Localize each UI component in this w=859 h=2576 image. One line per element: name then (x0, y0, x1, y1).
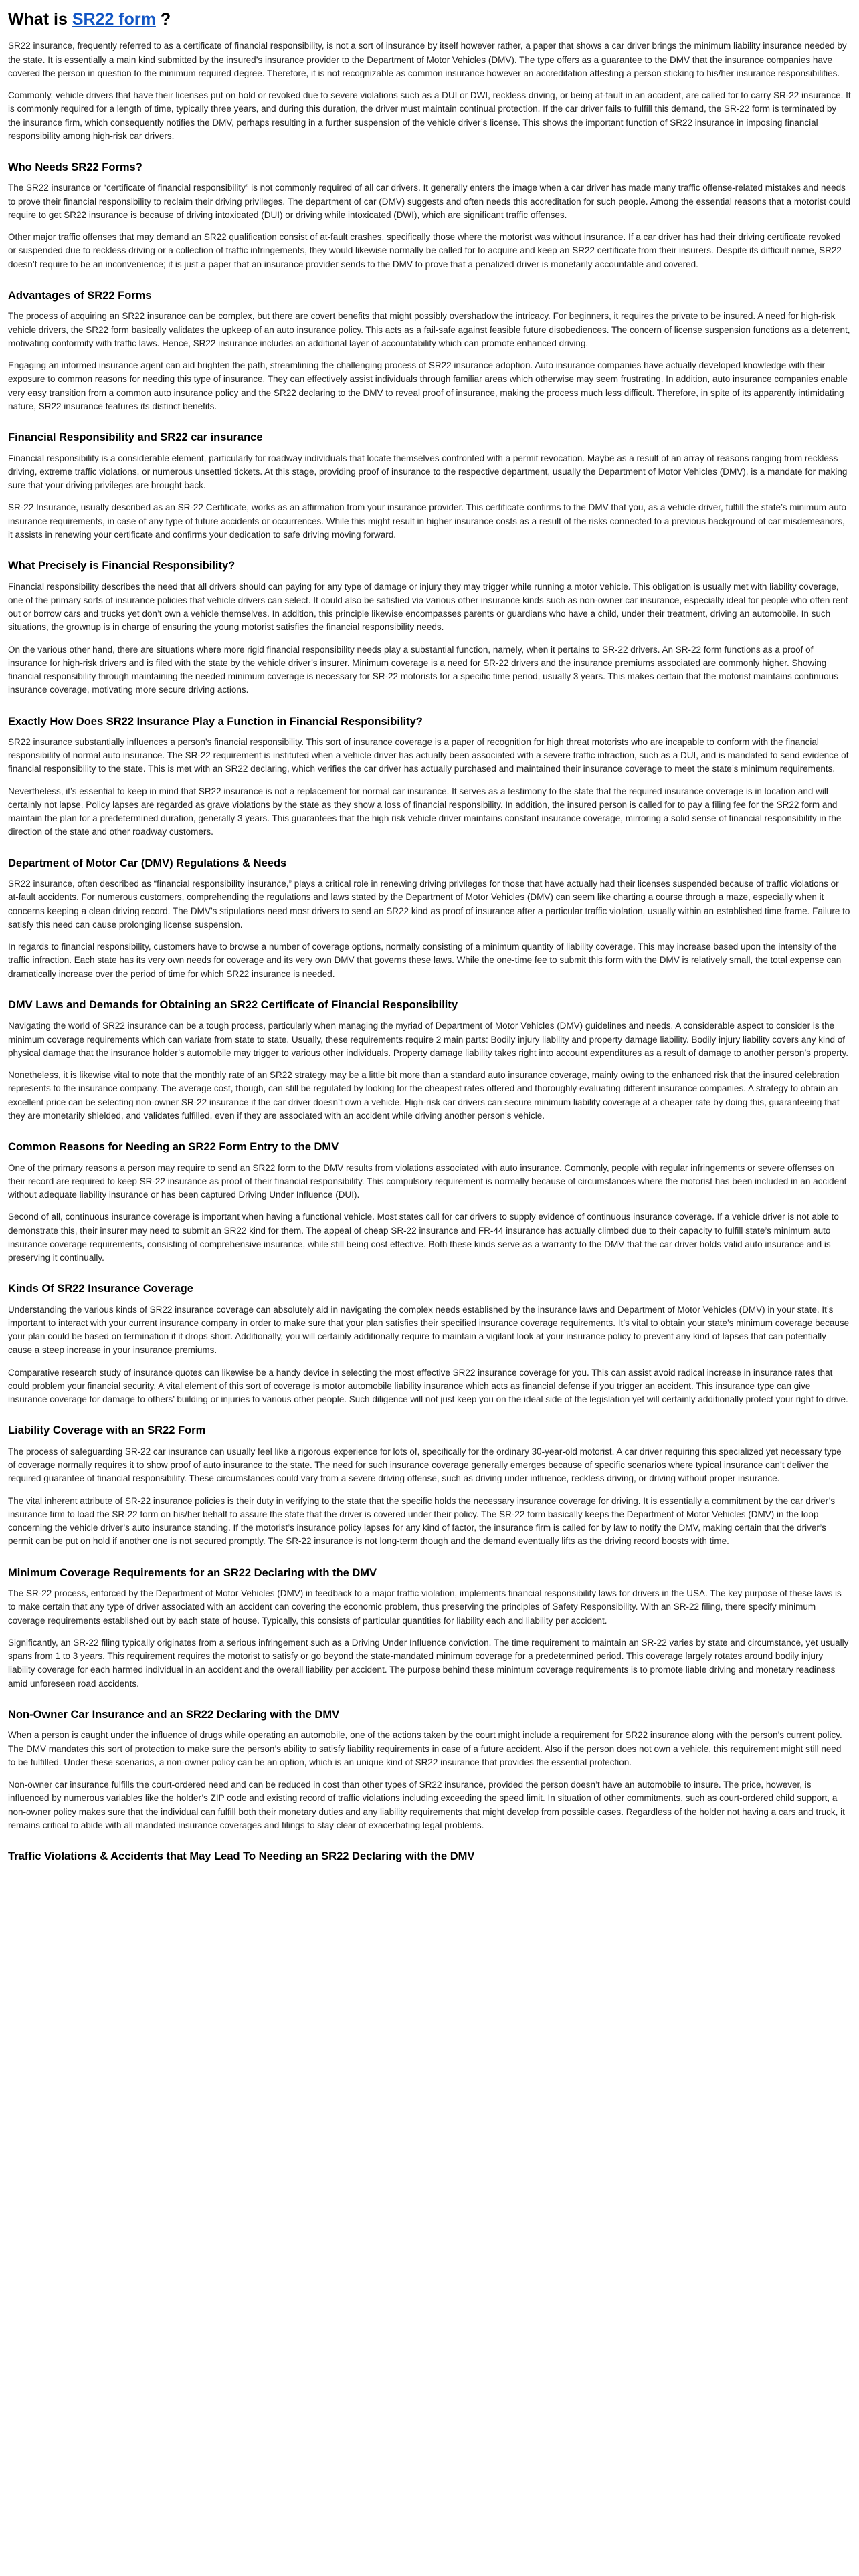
section-heading: Non-Owner Car Insurance and an SR22 Declaring with the DMV (8, 1708, 340, 1721)
title-suffix: ? (155, 10, 171, 29)
paragraph: Understanding the various kinds of SR22 insurance coverage can absolutely aid in navigating the complex needs established by the insurance laws and Department of Motor Vehicles (DMV) in your state. It’s important to interact with your current insurance company in order to make sure that your plan satisfies their specified insurance coverage requirements. It’s vital to obtain your state’s minimum coverage because your plan could be based on termination if it drops short. Additionally, you will certainly additionally require to maintain a vigilant look at your insurance policy to prevent any kind of lapses that can potentially cause a steep increase in your insurance premiums. (8, 1304, 850, 1356)
paragraph: SR22 insurance substantially influences a person’s financial responsibility. This sort of insurance coverage is a paper of recognition for high threat motorists who are incapable to conform with the financial responsibility of normal auto insurance. The SR-22 requirement is instituted when a vehicle driver has actually been associated with a severe traffic infraction, such as a DUI, and is mandated to send evidence of financial responsibility to the state. This is met with an SR22 declaring, which verifies the car driver has actually purchased and maintained their insurance coverage to meet the state’s minimum requirements. (8, 736, 849, 774)
paragraph: Comparative research study of insurance quotes can likewise be a handy device in selecting the most effective SR22 insurance coverage for you. This can assist avoid radical increase in insurance rates that could problem your financial security. A vital element of this sort of coverage is motor automobile liability insurance which acts as financial defense if you trigger an accident. This insurance type can give insurance coverage for damage to others’ building or injuries to various other people. Such diligence will not just keep you on the ideal side of the legislation yet will certainly additionally protect your right to drive. (8, 1367, 848, 1405)
section-heading: Exactly How Does SR22 Insurance Play a Function in Financial Responsibility? (8, 715, 423, 728)
section-advantages-of-sr22-forms (8, 289, 851, 413)
section-dmv-regulations-needs (8, 857, 851, 981)
paragraph: On the various other hand, there are situations where more rigid financial responsibility needs play a substantial function, namely, when it pertains to SR-22 drivers. An SR-22 form functions as a proof of insurance for high-risk drivers and is filed with the state by the vehicle driver’s insurer. Minimum coverage is a need for SR-22 drivers and the insurance premiums associated are commonly higher. Showing financial responsibility through maintaining the needed minimum coverage is necessary for SR-22 motorists for a specific time period, usually 3 years. This makes certain that the motorist maintains continuous insurance coverage, motivating more secure driving actions. (8, 644, 838, 695)
title-prefix: What is (8, 10, 72, 29)
paragraph: The process of acquiring an SR22 insurance can be complex, but there are covert benefits that might possibly overshadow the intricacy. For beginners, it requires the private to be insured. A need for high-risk vehicle drivers, the SR22 form basically validates the upkeep of an auto insurance policy. This acts as a fail-safe against feasible future disobediences. The concern of license suspension functions as a deterrent, motivating conformity with traffic laws. Hence, SR22 insurance includes an additional layer of accountability which can promote enhanced driving. (8, 311, 850, 348)
page-title (8, 9, 851, 30)
paragraph: SR-22 Insurance, usually described as an SR-22 Certificate, works as an affirmation from your insurance provider. This certificate confirms to the DMV that you, as a vehicle driver, fulfill the state’s minimum auto insurance requirements, in case of any type of future accidents or occurrences. While this might result in higher insurance costs as a result of the risks connected to a previous background of car misdemeanors, it assists in renewing your certificate and confirms your dedication to safe driving moving forward. (8, 502, 847, 540)
section-heading: Advantages of SR22 Forms (8, 289, 152, 302)
paragraph: SR22 insurance, often described as “financial responsibility insurance,” plays a critical role in renewing driving privileges for those that have actually had their licenses suspended because of traffic violations or at-fault accidents. For numerous customers, comprehending the regulations and laws stated by the Department of Motor Vehicles (DMV) can seem like charting a course through a maze, especially when it concerns keeping a clean driving record. The DMV’s stipulations need most drivers to send an SR22 kind as proof of insurance after a particular traffic violation, usually within an established time frame. Failure to satisfy this need can cause prolonging license suspension. (8, 879, 850, 930)
paragraph: Financial responsibility is a considerable element, particularly for roadway individuals that locate themselves confronted with a permit revocation. Maybe as a result of an array of reasons ranging from reckless driving, extreme traffic violations, or numerous unsettled tickets. At this stage, providing proof of insurance to the respective department, usually the Department of Motor Vehicles (DMV), is a mandate for making sure that your driving privileges are brought back. (8, 453, 848, 491)
paragraph: Other major traffic offenses that may demand an SR22 qualification consist of at-fault crashes, specifically those where the motorist was without insurance. If a car driver has had their driving certificate revoked or suspended due to reckless driving or a collection of traffic infringements, they would likewise normally be called for to acquire and keep an SR22 certificate from their insurers. Despite its difficult name, SR22 doesn’t require to be an inconvenience; it is just a paper that an insurance provider sends to the DMV to prove that a penalized driver is monetarily accountable and covered. (8, 232, 842, 270)
section-what-is-financial-responsibility (8, 559, 851, 697)
section-heading: Who Needs SR22 Forms? (8, 161, 142, 173)
paragraph: In regards to financial responsibility, customers have to browse a number of coverage options, normally consisting of a minimum quantity of liability coverage. This may increase based upon the intensity of the traffic infraction. Each state has its very own needs for coverage and its very own DMV that governs these laws. While the one-time fee to submit this form with the DMV is relatively small, the total expense can dramatically increase over the period of time for which SR22 insurance is needed. (8, 942, 842, 979)
section-heading: Liability Coverage with an SR22 Form (8, 1424, 206, 1437)
paragraph: Navigating the world of SR22 insurance can be a tough process, particularly when managing the myriad of Department of Motor Vehicles (DMV) guidelines and needs. A considerable aspect to consider is the minimum coverage requirements which can variate from state to state. Usually, these requirements require 2 main parts: Bodily injury liability and property damage liability. Bodily injury liability covers any kind of physical damage that the insurance holder’s automobile may trigger to various other individuals. Property damage liability takes right into account expenditures as a result of damage to another person’s property. (8, 1021, 848, 1058)
paragraph: When a person is caught under the influence of drugs while operating an automobile, one of the actions taken by the court might include a requirement for SR22 insurance along with the person’s current policy. The DMV mandates this sort of protection to make sure the person’s ability to satisfy liability requirements in case of a future accident. Also if the person does not own a vehicle, this requirement might still need to be fulfilled. Under these scenarios, a non-owner policy can be an option, which is an unique kind of SR22 insurance that provides the essential protection. (8, 1730, 842, 1767)
paragraph: The vital inherent attribute of SR-22 insurance policies is their duty in verifying to the state that the specific holds the necessary insurance coverage for driving. It is essentially a commitment by the car driver’s insurance firm to load the SR-22 form on his/her behalf to assure the state that the driver is covered under their policy. The SR-22 form basically keeps the Department of Motor Vehicles (DMV) in the loop concerning the vehicle driver’s auto insurance standing. If the motorist’s insurance policy lapses for any kind of factor, the insurance firm is called for by law to notify the DMV, making certain that the driver’s permit can be put on hold if another one is not secured promptly. The SR-22 insurance is not long-term though and the demand eventually lifts as the driving record boosts with time. (8, 1495, 836, 1547)
section-financial-responsibility-sr22 (8, 431, 851, 542)
paragraph: Non-owner car insurance fulfills the court-ordered need and can be reduced in cost than other types of SR22 insurance, provided the person doesn’t have an automobile to insure. The price, however, is influenced by numerous variables like the holder’s ZIP code and existing record of traffic violations including exceeding the speed limit. In situation of other commitments, such as court-ordered child support, a non-owner policy makes sure that the individual can fulfill both their monetary duties and any liability requirements that might develop from possible cases. Regardless of the holder not having a cars and truck, it remains critical to abide with all mandated insurance coverages and filings to stay clear of exacerbating legal problems. (8, 1780, 845, 1830)
paragraph: Second of all, continuous insurance coverage is important when having a functional vehicle. Most states call for car drivers to supply evidence of continuous insurance coverage. If a vehicle driver is not able to demonstrate this, their insurer may need to submit an SR22 kind for them. The appeal of cheap SR-22 insurance and FR-44 insurance has actually climbed due to their capacity to fulfill state’s minimum auto insurance coverage requirements, consisting of comprehensive insurance, while still being cost effective. Both these kinds serve as a warranty to the DMV that the car driver holds valid auto insurance and is preserving it continually. (8, 1212, 839, 1263)
intro-paragraph: Commonly, vehicle drivers that have their licenses put on hold or revoked due to severe violations such as a DUI or DWI, reckless driving, or being at-fault in an accident, are called for to carry SR-22 insurance. It is commonly required for a length of time, typically three years, and during this duration, the driver must maintain continual protection. If the car driver fails to fulfill this demand, the SR-22 form is terminated by the insurance firm, which consequently notifies the DMV, perhaps resulting in a further suspension of the vehicle driver’s license. This shows the important function of SR22 insurance in imposing financial responsibility among high-risk car drivers. (8, 90, 851, 141)
section-sr22-role-in-financial-responsibility (8, 715, 851, 839)
paragraph: The process of safeguarding SR-22 car insurance can usually feel like a rigorous experience for lots of, specifically for the ordinary 30-year-old motorist. A car driver requiring this specialized yet necessary type of coverage normally requires it to show proof of auto insurance to the state. The need for such insurance coverage generally emerges because of specific scenarios where typical insurance can’t deliver the required guarantee of financial responsibility. These circumstances could vary from a severe driving offense, such as driving under influence, reckless driving, or driving without proper insurance. (8, 1446, 842, 1484)
sr22-form-link[interactable]: SR22 form (72, 10, 156, 29)
section-heading: Department of Motor Car (DMV) Regulations & Needs (8, 857, 287, 869)
paragraph: Financial responsibility describes the need that all drivers should can paying for any type of damage or injury they may trigger while running a motor vehicle. This obligation is usually met with liability coverage, one of the primary sorts of insurance policies that vehicle drivers can select. It could also be satisfied via various other insurance kinds such as non-owner car insurance, especially ideal for people who often rent out or borrow cars and trucks yet don’t own a vehicle themselves. In addition, this principle likewise encompasses parents or guardians who have a child, under their treatment, driving an automobile. In such situations, the grownup is in charge of ensuring the young motorist satisfies the financial responsibility needs. (8, 581, 848, 633)
paragraph: Engaging an informed insurance agent can aid brighten the path, streamlining the challenging process of SR22 insurance adoption. Auto insurance companies have actually developed knowledge with their exposure to common reasons for needing this type of insurance. They can effectively assist individuals through familiar areas which otherwise may seem frustrating. In addition, auto insurance companies enable very easy transition from a common auto insurance policy and the SR22 declaring to the DMV to reveal proof of insurance, making the process much less difficult. Therefore, in spite of its apparently intimidating nature, SR22 insurance features its distinct benefits. (8, 360, 848, 411)
section-traffic-violations-accidents (8, 1850, 851, 1864)
section-heading: Common Reasons for Needing an SR22 Form Entry to the DMV (8, 1141, 339, 1154)
intro-paragraph: SR22 insurance, frequently referred to as a certificate of financial responsibility, is not a sort of insurance by itself however rather, a paper that shows a car driver brings the minimum liability insurance needed by the state. It is essentially a main kind submitted by the insured’s insurance provider to the Department of Motor Vehicles (DMV). The type offers as a guarantee to the DMV that the insurance companies have covered the person in question to the minimum required degree. Therefore, it is not recognizable as common insurance however an accreditation attesting a person sticking to his/her insurance responsibilities. (8, 41, 847, 78)
paragraph: Nevertheless, it’s essential to keep in mind that SR22 insurance is not a replacement for normal car insurance. It serves as a testimony to the state that the required insurance coverage is in location and will certainly not lapse. Policy lapses are regarded as grave violations by the state as they show a loss of financial responsibility. In addition, the insured person is called for to pay a filing fee for the SR22 form and maintain the plan for a predetermined duration, generally 3 years. This guarantees that the high risk vehicle driver maintains constant insurance coverage, mirroring a solid sense of financial responsibility in the direction of the state and other roadway customers. (8, 786, 842, 837)
section-heading: Minimum Coverage Requirements for an SR22 Declaring with the DMV (8, 1566, 377, 1579)
paragraph: Nonetheless, it is likewise vital to note that the monthly rate of an SR22 strategy may be a little bit more than a standard auto insurance coverage, mainly owing to the enhanced risk that the insured celebration represents to the insurance company. The average cost, though, can still be regulated by looking for the cheapest rates offered and thoroughly evaluating different insurance companies. A strategy to obtain an excellent price can be selecting non-owner SR-22 insurance if the car driver doesn’t own a vehicle. High-risk car drivers can secure minimum liability coverage at a cheaper rate by doing this, guaranteeing that they are monetarily shielded, and validates fulfilled, even if they are associated with an accident while driving another person’s vehicle. (8, 1070, 840, 1121)
section-non-owner-car-insurance-sr22 (8, 1708, 851, 1832)
paragraph: The SR22 insurance or “certificate of financial responsibility” is not commonly required of all car drivers. It generally enters the image when a car driver has made many traffic offense-related mistakes and needs to prove their financial responsibility to reclaim their driving privileges. The department of car (DMV) suggests and often needs this accreditation for such people. Among the essential reasons that a motorist could require to get SR22 insurance is because of driving intoxicated (DUI) or driving while intoxicated (DWI), which are significant traffic offenses. (8, 183, 850, 220)
paragraph: One of the primary reasons a person may require to send an SR22 form to the DMV results from violations associated with auto insurance. Commonly, people with regular infringements or severe offenses on their record are required to keep SR-22 insurance as proof of their financial responsibility. This compulsory requirement is normally because of circumstances where the motorist has been included in an accident without adequate liability insurance or has been captured Driving Under Influence (DUI). (8, 1162, 847, 1200)
section-kinds-of-sr22-coverage (8, 1282, 851, 1406)
section-heading: Traffic Violations & Accidents that May Lead To Needing an SR22 Declaring with the DMV (8, 1850, 475, 1862)
section-heading: DMV Laws and Demands for Obtaining an SR22 Certificate of Financial Responsibility (8, 998, 458, 1011)
paragraph: Significantly, an SR-22 filing typically originates from a serious infringement such as a Driving Under Influence conviction. The time requirement to maintain an SR-22 varies by state and circumstance, yet usually spans from 1 to 3 years. This requirement requires the motorist to satisfy or go beyond the state-mandated minimum coverage for a predetermined period. This coverage largely rotates around bodily injury liability coverage for each harmed individual in an accident and the overall liability per accident. The purpose behind these minimum coverage requirements is to promote liable driving and monetary readiness amid unforeseen road accidents. (8, 1637, 849, 1689)
section-minimum-coverage-requirements (8, 1566, 851, 1691)
paragraph: The SR-22 process, enforced by the Department of Motor Vehicles (DMV) in feedback to a major traffic violation, implements financial responsibility laws for drivers in the USA. The key purpose of these laws is to make certain that any type of driver associated with an accident can covering the economic problem, thus preserving the principles of Safety Responsibility. With an SR-22 filing, there specify minimum coverage requirements established out by each state of house. Typically, this consists of particular quantities for liability each and liability per accident. (8, 1588, 842, 1626)
section-heading: What Precisely is Financial Responsibility? (8, 560, 235, 572)
section-liability-coverage-sr22-form (8, 1424, 851, 1548)
section-heading: Kinds Of SR22 Insurance Coverage (8, 1283, 193, 1295)
section-dmv-laws-demands-sr22-certificate (8, 998, 851, 1123)
section-who-needs-sr22-forms (8, 160, 851, 272)
section-heading: Financial Responsibility and SR22 car insurance (8, 431, 263, 444)
section-common-reasons-sr22-form-entry (8, 1140, 851, 1265)
